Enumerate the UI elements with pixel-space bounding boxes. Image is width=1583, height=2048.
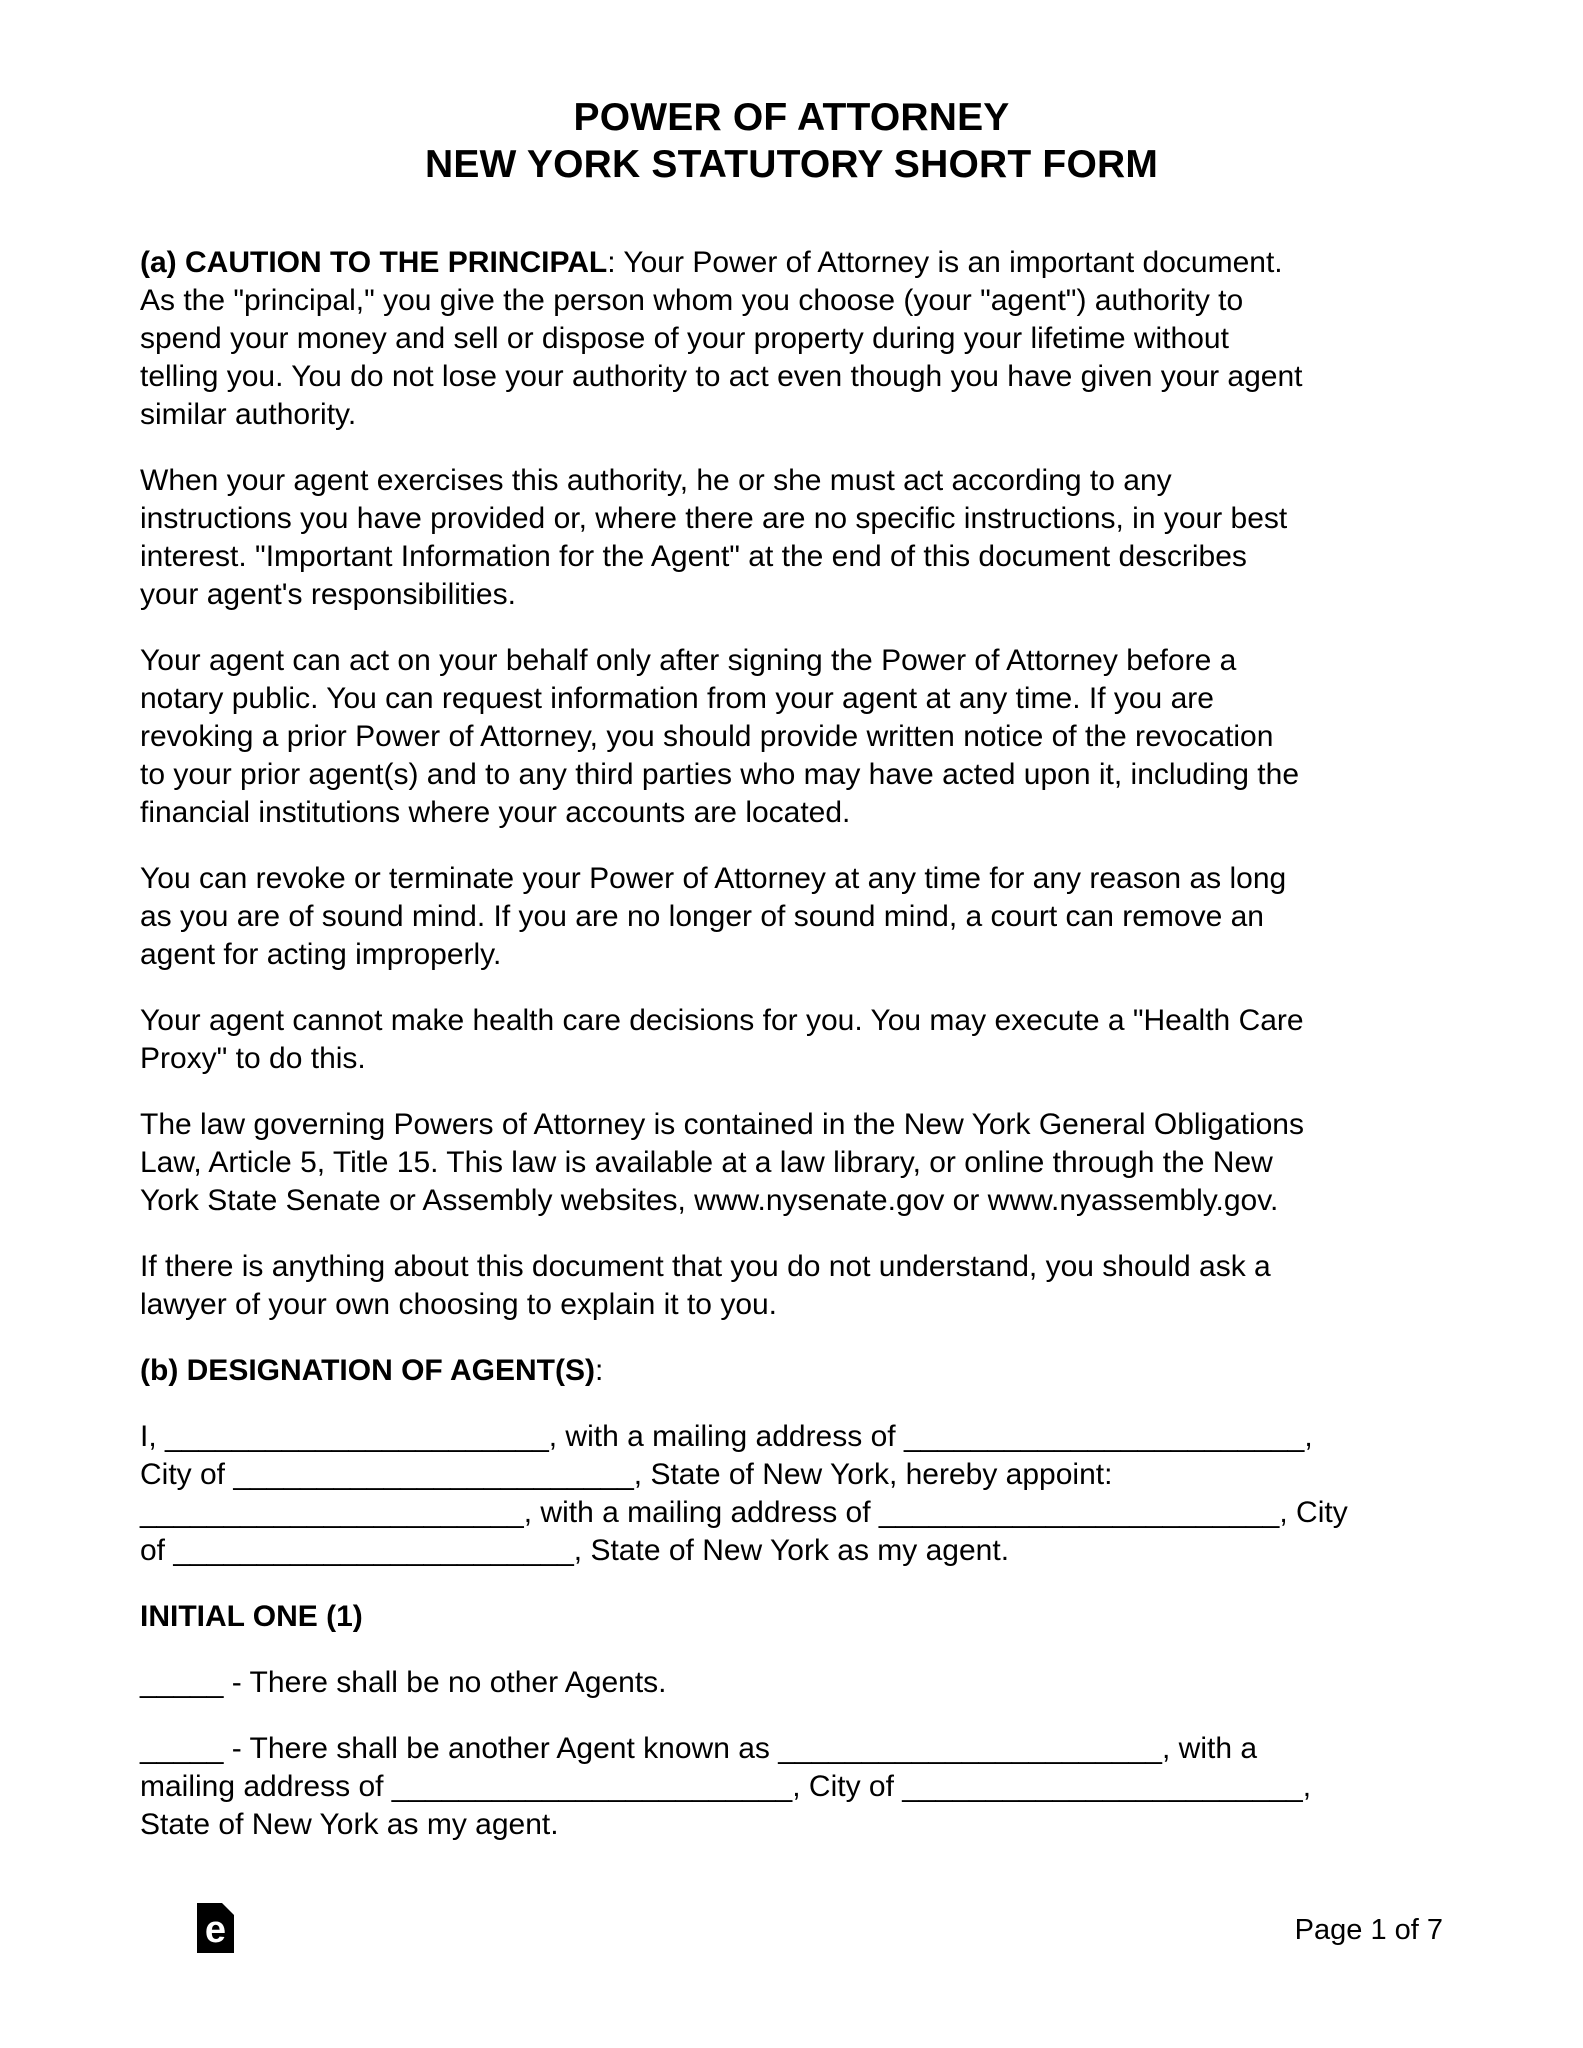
text-line: When your agent exercises this authority, he or she must act according to any: [140, 464, 1172, 497]
caution-heading: (a) CAUTION TO THE PRINCIPAL: [140, 246, 608, 279]
text-line: Your agent can act on your behalf only after signing the Power of Attorney before a: [140, 644, 1237, 677]
another-agent-option: [140, 1730, 1460, 1844]
text-line: York State Senate or Assembly websites, www.nysenate.gov or www.nyassembly.gov.: [140, 1184, 1279, 1217]
designation-heading-paragraph: [140, 1352, 1460, 1390]
agent-address-blank[interactable]: ________________________: [878, 1496, 1280, 1529]
governing-law-paragraph: [140, 1106, 1460, 1220]
text-run: , with a mailing address of: [548, 1420, 904, 1453]
text-line: [140, 1664, 1460, 1702]
text-line: [140, 1352, 1460, 1390]
another-agent-initial-blank[interactable]: _____: [140, 1732, 224, 1765]
text-line: You can revoke or terminate your Power of Attorney at any time for any reason as long: [140, 862, 1287, 895]
second-agent-name-blank[interactable]: _______________________: [778, 1732, 1162, 1765]
initial-one-heading-paragraph: [140, 1598, 1460, 1636]
second-agent-city-blank[interactable]: ________________________: [902, 1770, 1303, 1803]
text-run: , State of New York, hereby appoint:: [633, 1458, 1113, 1491]
text-line: [140, 1532, 1460, 1570]
text-line: telling you. You do not lose your authority to act even though you have given your agent: [140, 360, 1303, 393]
agent-duties-paragraph: [140, 462, 1460, 614]
designation-paragraph: [140, 1418, 1460, 1570]
text-run: , State of New York as my agent.: [573, 1534, 1010, 1567]
agent-city-blank[interactable]: ________________________: [173, 1534, 574, 1567]
document-body: [140, 244, 1460, 1872]
text-line: to your prior agent(s) and to any third parties who may have acted upon it, including the: [140, 758, 1299, 791]
health-care-paragraph: [140, 1002, 1460, 1078]
text-line: interest. "Important Information for the Agent" at the end of this document describes: [140, 540, 1247, 573]
principal-address-blank[interactable]: ________________________: [903, 1420, 1305, 1453]
text-line: lawyer of your own choosing to explain it to you.: [140, 1288, 778, 1321]
text-line: As the "principal," you give the person whom you choose (your "agent") authority to: [140, 284, 1244, 317]
text-line: [140, 1730, 1460, 1768]
text-line: If there is anything about this document that you do not understand, you should ask a: [140, 1250, 1271, 1283]
text-run: , City: [1279, 1496, 1348, 1529]
principal-name-blank[interactable]: _______________________: [165, 1420, 549, 1453]
text-line: Law, Article 5, Title 15. This law is available at a law library, or online through the New: [140, 1146, 1273, 1179]
agent-name-blank[interactable]: _______________________: [140, 1496, 524, 1529]
caution-paragraph: [140, 244, 1460, 434]
text-line: instructions you have provided or, where there are no specific instructions, in your best: [140, 502, 1288, 535]
text-line: agent for acting improperly.: [140, 938, 502, 971]
understanding-paragraph: [140, 1248, 1460, 1324]
text-run: ,: [1302, 1770, 1312, 1803]
text-line: State of New York as my agent.: [140, 1808, 559, 1841]
title-line-1: POWER OF ATTORNEY: [573, 96, 1010, 139]
text-run: : Your Power of Attorney is an important document.: [607, 246, 1283, 279]
title-line-2: NEW YORK STATUTORY SHORT FORM: [424, 143, 1159, 186]
logo-letter: e: [204, 1909, 227, 1951]
text-run: I,: [140, 1420, 166, 1453]
text-line: revoking a prior Power of Attorney, you should provide written notice of the revocation: [140, 720, 1274, 753]
initial-one-heading: INITIAL ONE (1): [140, 1600, 363, 1633]
document-title: [0, 94, 1583, 188]
notary-paragraph: [140, 642, 1460, 832]
text-line: as you are of sound mind. If you are no longer of sound mind, a court can remove an: [140, 900, 1264, 933]
text-line: [140, 1456, 1460, 1494]
text-line: financial institutions where your accounts are located.: [140, 796, 851, 829]
text-run: - There shall be no other Agents.: [223, 1666, 667, 1699]
text-run: - There shall be another Agent known as: [223, 1732, 779, 1765]
page-number: Page 1 of 7: [1294, 1914, 1443, 1946]
no-other-agents-initial-blank[interactable]: _____: [140, 1666, 224, 1699]
text-line: The law governing Powers of Attorney is contained in the New York General Obligations: [140, 1108, 1304, 1141]
text-line: similar authority.: [140, 398, 357, 431]
text-line: your agent's responsibilities.: [140, 578, 516, 611]
principal-city-blank[interactable]: ________________________: [233, 1458, 634, 1491]
designation-heading: (b) DESIGNATION OF AGENT(S): [140, 1354, 595, 1387]
text-run: mailing address of: [140, 1770, 392, 1803]
no-other-agents-option: [140, 1664, 1460, 1702]
text-run: City of: [140, 1458, 234, 1491]
text-line: notary public. You can request information from your agent at any time. If you are: [140, 682, 1214, 715]
text-run: ,: [1304, 1420, 1313, 1453]
text-line: [140, 1768, 1460, 1806]
revocation-paragraph: [140, 860, 1460, 974]
text-line: Proxy" to do this.: [140, 1042, 366, 1075]
text-run: , with a mailing address of: [523, 1496, 879, 1529]
text-line: [140, 1418, 1460, 1456]
text-run: , City of: [792, 1770, 903, 1803]
text-line: [140, 1494, 1460, 1532]
text-run: , with a: [1161, 1732, 1258, 1765]
eforms-logo: [197, 1903, 234, 1953]
text-line: Your agent cannot make health care decisions for you. You may execute a "Health Care: [140, 1004, 1304, 1037]
text-line: spend your money and sell or dispose of your property during your lifetime without: [140, 322, 1229, 355]
second-agent-address-blank[interactable]: ________________________: [391, 1770, 793, 1803]
text-line: [140, 244, 1460, 282]
text-run: of: [140, 1534, 174, 1567]
text-run: :: [594, 1354, 604, 1387]
